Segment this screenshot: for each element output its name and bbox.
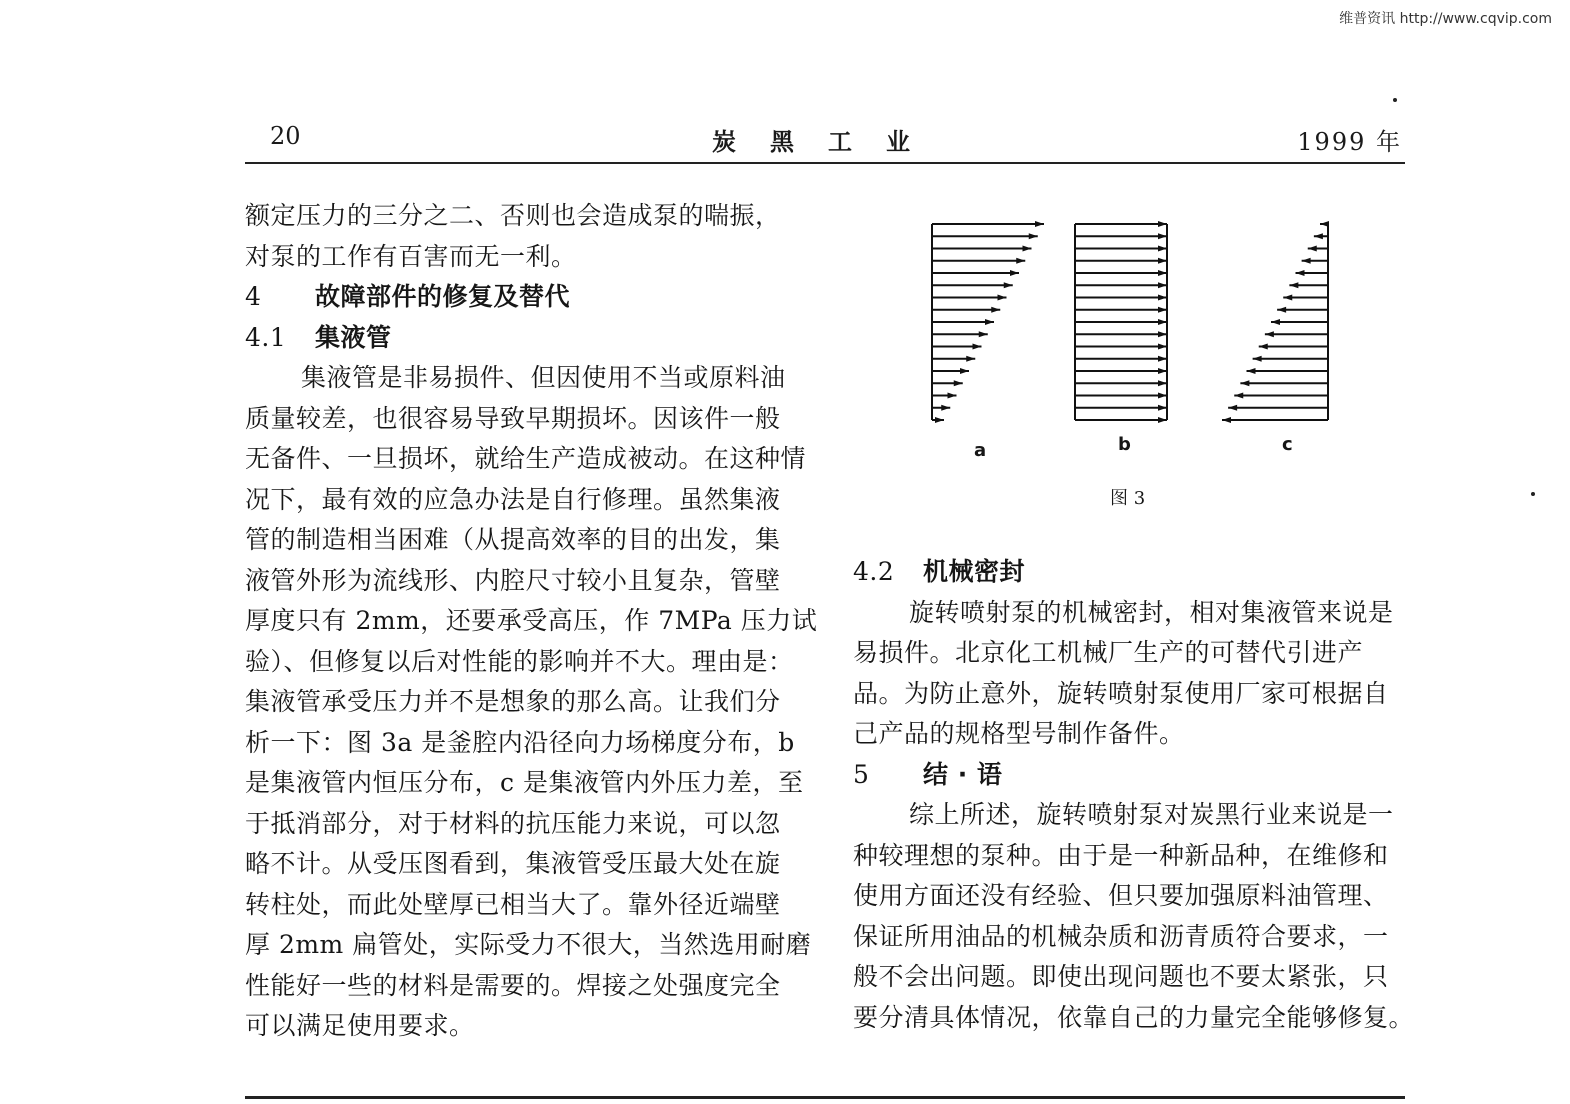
- panel-b-arrow-head: [1158, 282, 1167, 288]
- text-line: 无备件、一旦损坏，就给生产造成被动。在这种情: [245, 444, 807, 473]
- panel-b-arrow-head: [1158, 295, 1167, 301]
- section-heading: [853, 552, 1405, 593]
- panel-c-arrow-head: [1314, 233, 1323, 239]
- text-line: 额定压力的三分之二、否则也会造成泵的喘振，: [245, 201, 781, 230]
- panel-b-arrow-head: [1158, 356, 1167, 362]
- panel-c-arrow-head: [1289, 282, 1298, 288]
- panel-b-arrow-head: [1158, 307, 1167, 313]
- panel-a-arrow-head: [954, 380, 963, 386]
- figure-caption: 图 3: [1110, 488, 1146, 509]
- panel-b-arrow-head: [1158, 417, 1167, 423]
- panel-a-arrow-head: [991, 307, 1000, 313]
- panel-a-arrow-head: [941, 405, 950, 411]
- section-number: 5: [853, 759, 870, 789]
- panel-b-arrow-head: [1158, 221, 1167, 227]
- panel-a-arrow-head: [960, 368, 969, 374]
- panel-c-arrow-head: [1308, 246, 1317, 252]
- panel-c-arrow-head: [1234, 393, 1243, 399]
- panel-a-arrow-head: [966, 356, 975, 362]
- text-line: 可以满足使用要求。: [245, 1011, 475, 1040]
- footer-rule: [245, 1096, 1405, 1099]
- text-line: 综上所述，旋转喷射泵对炭黑行业来说是一: [909, 800, 1394, 829]
- text-line: 般不会出问题。即使出现问题也不要太紧张，只: [853, 962, 1389, 991]
- panel-c-arrow-head: [1302, 258, 1311, 264]
- figure-label-c: c: [1282, 434, 1293, 455]
- text-line: 保证所用油品的机械杂质和沥青质符合要求，一: [853, 921, 1389, 951]
- section-title: 结 · 语: [923, 759, 1003, 789]
- panel-a-arrow-head: [1004, 282, 1013, 288]
- text-line: 对泵的工作有百害而无一利。: [245, 241, 577, 271]
- text-line: 种较理想的泵种。由于是一种新品种，在维修和: [853, 840, 1389, 870]
- watermark: 维普资讯 http://www.cqvip.com: [1339, 11, 1552, 27]
- speck: [1531, 492, 1535, 496]
- panel-c-arrow-head: [1283, 295, 1292, 301]
- panel-b-arrow-head: [1158, 368, 1167, 374]
- text-line: 性能好一些的材料是需要的。焊接之处强度完全: [245, 970, 781, 1000]
- panel-b-arrow-head: [1158, 258, 1167, 264]
- page-number: 20: [270, 122, 301, 150]
- panel-b-arrow-head: [1158, 344, 1167, 350]
- panel-c-arrow-head: [1247, 368, 1256, 374]
- panel-a-arrow-head: [1023, 246, 1032, 252]
- panel-a-arrow-head: [985, 319, 994, 325]
- panel-a-arrow-head: [979, 331, 988, 337]
- text-line: 质量较差，也很容易导致早期损坏。因该件一般: [245, 403, 781, 433]
- text-line: 于抵消部分，对于材料的抗压能力来说，可以忽: [245, 808, 781, 838]
- panel-b-arrow-head: [1158, 393, 1167, 399]
- panel-a-arrow-head: [948, 393, 957, 399]
- section-number: 4.1: [245, 322, 287, 352]
- panel-c-arrow-head: [1240, 380, 1249, 386]
- figure-label-b: b: [1118, 434, 1131, 455]
- text-line: 厚 2mm 扁管处，实际受力不很大，当然选用耐磨: [245, 930, 812, 959]
- section-number: 4: [245, 282, 262, 311]
- section-heading: [245, 277, 800, 318]
- text-line: 验）、但修复以后对性能的影响并不大。理由是：: [245, 646, 794, 676]
- text-line: 旋转喷射泵的机械密封，相对集液管来说是: [909, 597, 1394, 627]
- text-line: 厚度只有 2mm，还要承受高压，作 7MPa 压力试: [245, 606, 818, 635]
- panel-c-arrow-head: [1265, 331, 1274, 337]
- section-heading: [245, 318, 800, 359]
- text-line: 略不计。从受压图看到，集液管受压最大处在旋: [245, 849, 781, 878]
- panel-a-arrow-head: [1016, 258, 1025, 264]
- section-title: 机械密封: [923, 557, 1026, 586]
- section-title: 故障部件的修复及替代: [315, 282, 571, 311]
- panel-a-arrow-head: [973, 344, 982, 350]
- panel-a-arrow-head: [1035, 221, 1044, 227]
- header-rule: [245, 162, 1405, 164]
- panel-b-arrow-head: [1158, 380, 1167, 386]
- text-line: 品。为防止意外，旋转喷射泵使用厂家可根据自: [853, 678, 1389, 708]
- text-line: 况下，最有效的应急办法是自行修理。虽然集液: [245, 484, 781, 514]
- panel-b-arrow-head: [1158, 270, 1167, 276]
- panel-c-arrow-head: [1228, 405, 1237, 411]
- text-line: 管的制造相当困难（从提高效率的目的出发，集: [245, 525, 781, 554]
- section-title: 集液管: [315, 322, 392, 352]
- text-line: 是集液管内恒压分布，c 是集液管内外压力差，至: [245, 768, 804, 797]
- journal-title: 炭黑工业: [712, 127, 944, 156]
- panel-a-arrow-head: [935, 417, 944, 423]
- section-number: 4.2: [853, 557, 895, 586]
- text-line: 集液管是非易损件、但因使用不当或原料油: [301, 363, 786, 392]
- text-line: 易损件。北京化工机械厂生产的可替代引进产: [853, 638, 1364, 667]
- figure-label-a: a: [974, 440, 987, 461]
- panel-a-arrow-head: [1029, 233, 1038, 239]
- panel-b-arrow-head: [1158, 331, 1167, 337]
- panel-b-arrow-head: [1158, 319, 1167, 325]
- text-line: 要分清具体情况，依靠自己的力量完全能够修复。: [853, 1002, 1415, 1032]
- speck: [1393, 98, 1397, 102]
- section-heading: [853, 755, 1405, 796]
- figure-3: [920, 212, 1340, 512]
- panel-c-arrow-head: [1222, 417, 1231, 423]
- text-line: 集液管承受压力并不是想象的那么高。让我们分: [245, 687, 781, 716]
- panel-b-arrow-head: [1158, 405, 1167, 411]
- panel-a-arrow-head: [998, 295, 1007, 301]
- text-line: 析一下：图 3a 是釜腔内沿径向力场梯度分布，b: [245, 727, 795, 757]
- panel-c-arrow-head: [1277, 307, 1286, 313]
- panel-a-arrow-head: [1010, 270, 1019, 276]
- panel-c-arrow-head: [1271, 319, 1280, 325]
- right-column: [853, 552, 1415, 1038]
- left-column: [245, 196, 818, 1047]
- issue-year: 1999 年: [1297, 128, 1402, 156]
- text-line: 液管外形为流线形、内腔尺寸较小且复杂，管壁: [245, 565, 781, 595]
- panel-b-arrow-head: [1158, 246, 1167, 252]
- text-line: 使用方面还没有经验、但只要加强原料油管理、: [853, 881, 1389, 910]
- panel-c-arrow-head: [1259, 344, 1268, 350]
- panel-c-arrow-head: [1253, 356, 1262, 362]
- panel-c-arrow-head: [1296, 270, 1305, 276]
- panel-b-arrow-head: [1158, 233, 1167, 239]
- text-line: 转柱处，而此处壁厚已相当大了。靠外径近端壁: [245, 889, 781, 919]
- text-line: 己产品的规格型号制作备件。: [853, 719, 1185, 748]
- pressure-diagram: [920, 212, 1340, 512]
- panel-c-arrow-head: [1320, 221, 1329, 227]
